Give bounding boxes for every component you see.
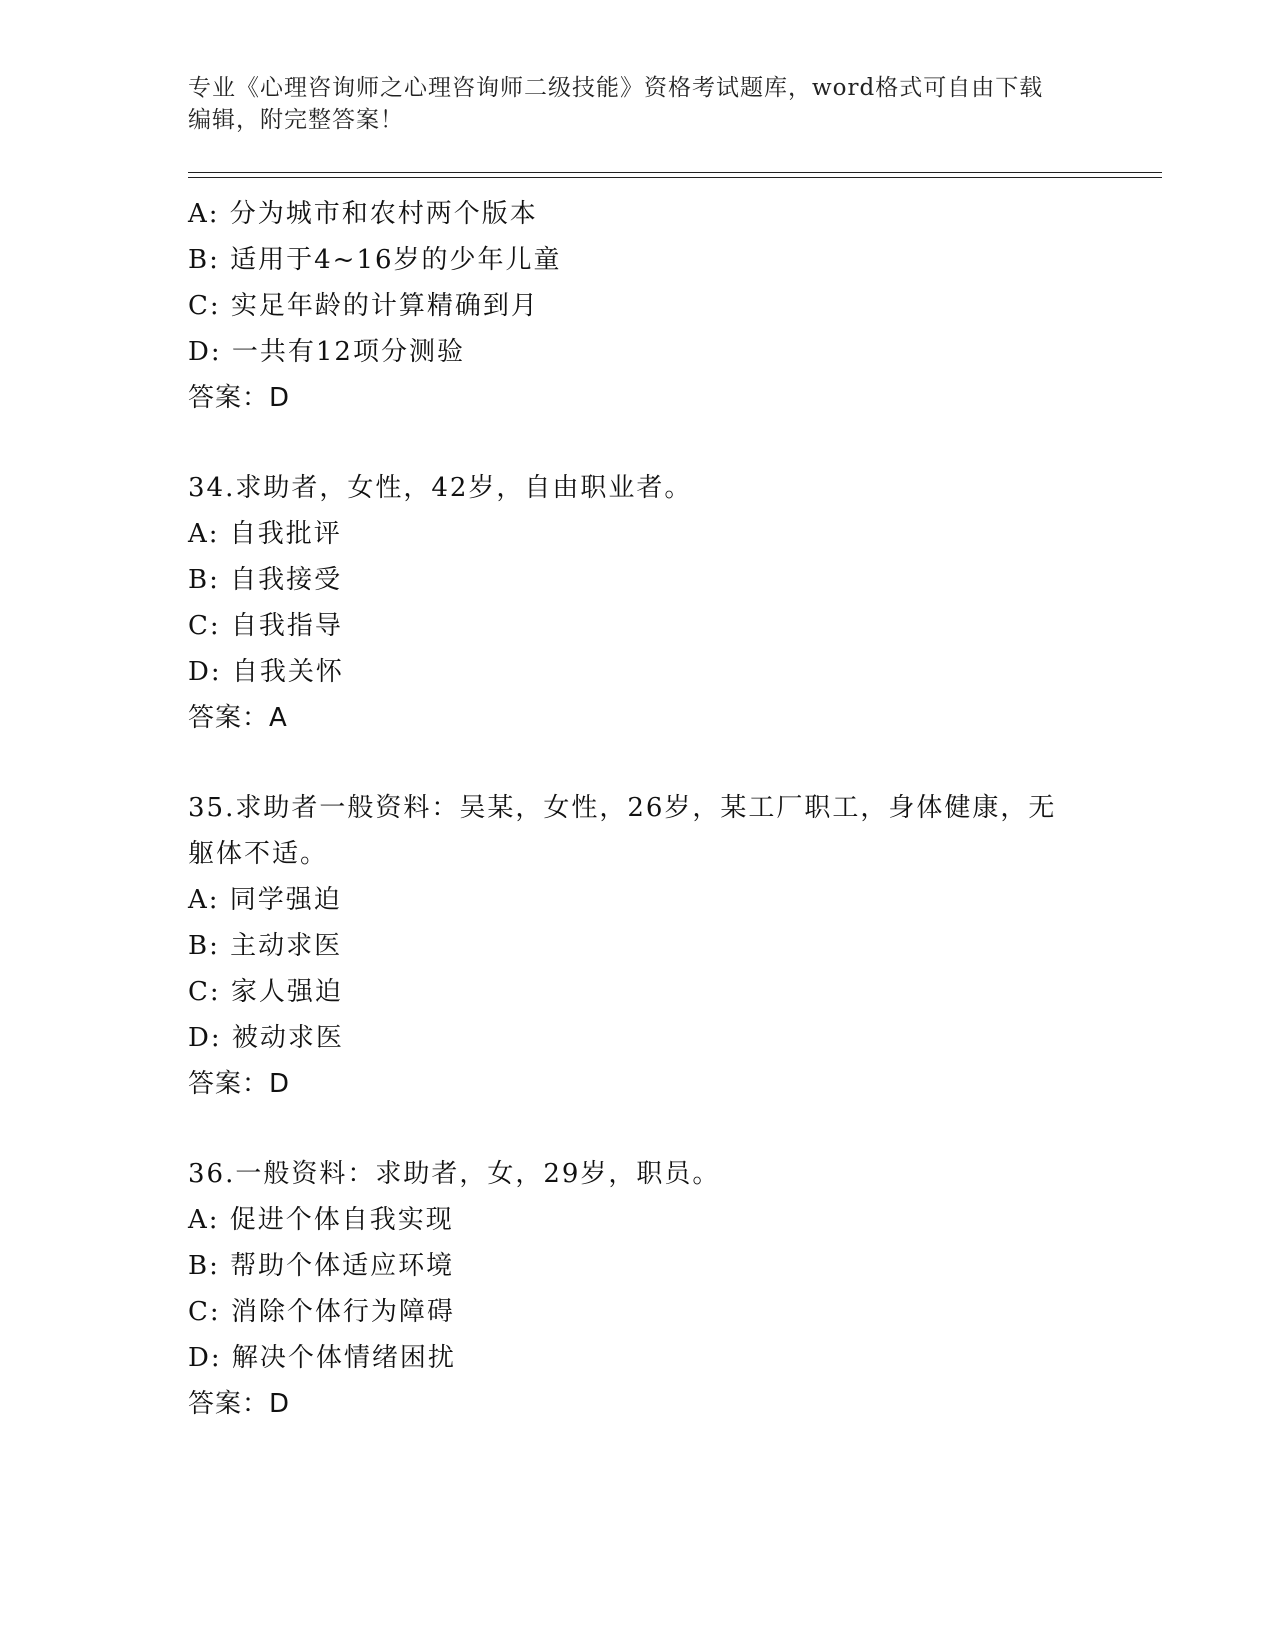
option-d: D: 一共有12项分测验 bbox=[188, 337, 465, 367]
header-divider-top bbox=[188, 172, 1162, 173]
question-stem: 36.一般资料：求助者，女，29岁，职员。 bbox=[188, 1159, 721, 1189]
option-a: A: 同学强迫 bbox=[188, 885, 342, 915]
question-stem-continued: 躯体不适。 bbox=[188, 839, 329, 869]
option-a: A: 分为城市和农村两个版本 bbox=[188, 199, 538, 229]
answer-line: 答案：D bbox=[188, 1069, 291, 1099]
option-b: B: 帮助个体适应环境 bbox=[188, 1251, 455, 1281]
question-stem: 35.求助者一般资料：吴某，女性，26岁，某工厂职工，身体健康，无 bbox=[188, 793, 1057, 823]
option-b: B: 主动求医 bbox=[188, 931, 343, 961]
option-c: C: 自我指导 bbox=[188, 611, 343, 641]
option-d: D: 被动求医 bbox=[188, 1023, 344, 1053]
option-b: B: 自我接受 bbox=[188, 565, 343, 595]
option-d: D: 自我关怀 bbox=[188, 657, 344, 687]
option-b: B: 适用于4~16岁的少年儿童 bbox=[188, 245, 562, 275]
option-c: C: 消除个体行为障碍 bbox=[188, 1297, 455, 1327]
answer-line: 答案：D bbox=[188, 383, 291, 413]
option-c: C: 家人强迫 bbox=[188, 977, 343, 1007]
option-a: A: 促进个体自我实现 bbox=[188, 1205, 454, 1235]
header-line-2: 编辑，附完整答案！ bbox=[188, 107, 404, 133]
question-stem: 34.求助者，女性，42岁，自由职业者。 bbox=[188, 473, 693, 503]
answer-line: 答案：D bbox=[188, 1389, 291, 1419]
document-header bbox=[188, 72, 1088, 136]
header-line-1: 专业《心理咨询师之心理咨询师二级技能》资格考试题库，word格式可自由下载 bbox=[188, 75, 1044, 101]
question-block-34 bbox=[188, 465, 1148, 741]
header-divider-bottom bbox=[188, 177, 1162, 178]
option-c: C: 实足年龄的计算精确到月 bbox=[188, 291, 539, 321]
question-list bbox=[188, 191, 1148, 1471]
option-d: D: 解决个体情绪困扰 bbox=[188, 1343, 456, 1373]
question-block-36 bbox=[188, 1151, 1148, 1427]
option-a: A: 自我批评 bbox=[188, 519, 342, 549]
question-block-33 bbox=[188, 191, 1148, 421]
question-block-35 bbox=[188, 785, 1148, 1107]
answer-line: 答案：A bbox=[188, 703, 288, 733]
